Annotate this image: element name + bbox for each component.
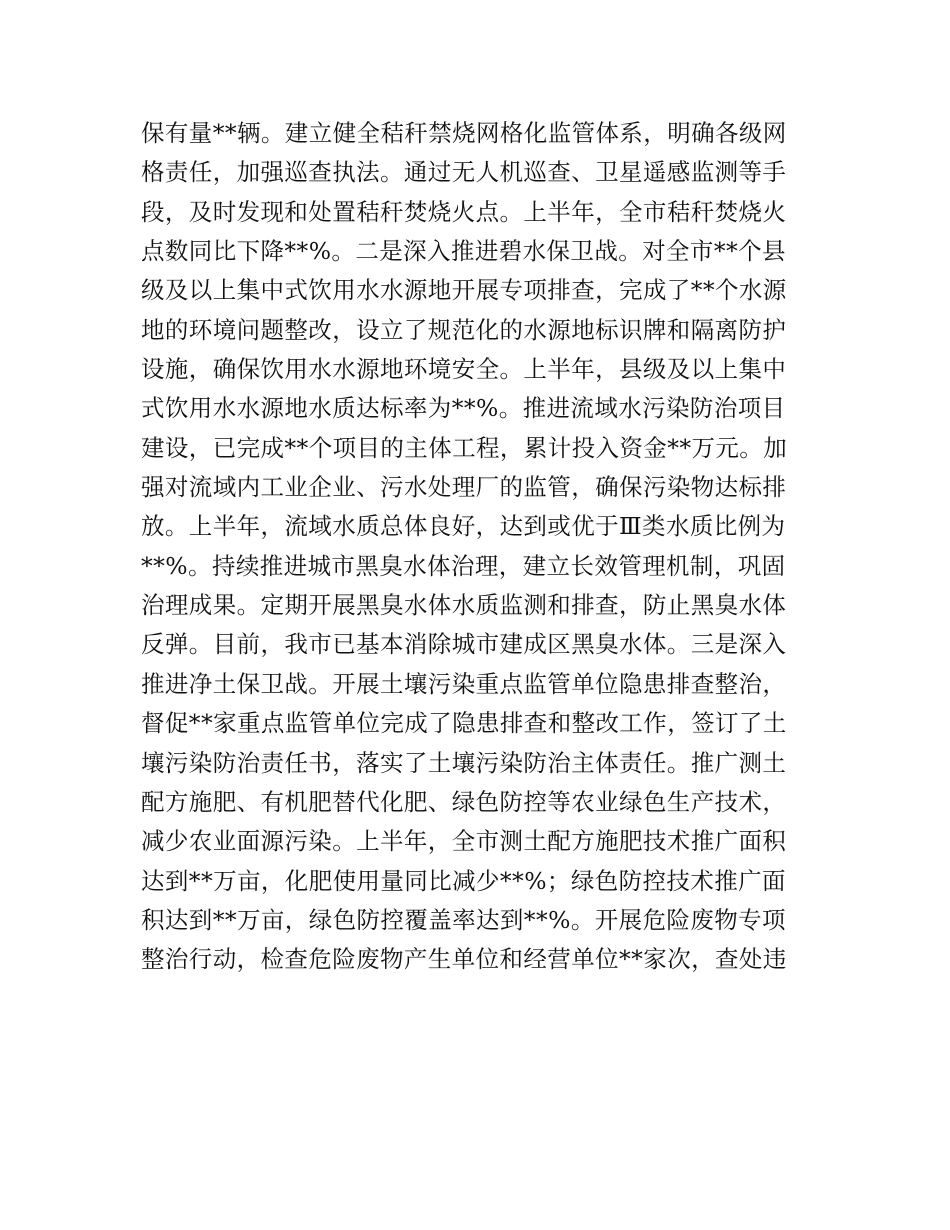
text-line: 建设，已完成**个项目的主体工程，累计投入资金**万元。加 [141, 433, 788, 462]
text-line: 点数同比下降**%。二是深入推进碧水保卫战。对全市**个县 [141, 237, 786, 266]
text-line: 积达到**万亩，绿色防控覆盖率达到**%。开展危险废物专项 [141, 905, 786, 934]
text-line: 地的环境问题整改，设立了规范化的水源地标识牌和隔离防护 [141, 315, 787, 344]
text-line: 设施，确保饮用水水源地环境安全。上半年，县级及以上集中 [141, 355, 787, 384]
text-line: 放。上半年，流域水质总体良好，达到或优于Ⅲ类水质比例为 [141, 512, 786, 541]
text-line: **%。持续推进城市黑臭水体治理，建立长效管理机制，巩固 [141, 551, 786, 580]
text-line: 配方施肥、有机肥替代化肥、绿色防控等农业绿色生产技术， [141, 787, 787, 816]
text-line: 整治行动，检查危险废物产生单位和经营单位**家次，查处违 [141, 945, 787, 974]
text-line: 级及以上集中式饮用水水源地开展专项排查，完成了**个水源 [141, 276, 787, 305]
text-line: 式饮用水水源地水质达标率为**%。推进流域水污染防治项目 [141, 394, 786, 423]
text-line: 格责任，加强巡查执法。通过无人机巡查、卫星遥感监测等手 [141, 158, 787, 187]
text-line: 强对流域内工业企业、污水处理厂的监管，确保污染物达标排 [141, 473, 787, 502]
text-line: 推进净土保卫战。开展土壤污染重点监管单位隐患排查整治， [141, 669, 787, 698]
text-line: 保有量**辆。建立健全秸秆禁烧网格化监管体系，明确各级网 [141, 119, 787, 147]
text-line: 壤污染防治责任书，落实了土壤污染防治主体责任。推广测土 [141, 748, 787, 777]
text-line: 达到**万亩，化肥使用量同比减少**%；绿色防控技术推广面 [141, 866, 786, 895]
text-line: 治理成果。定期开展黑臭水体水质监测和排查，防止黑臭水体 [141, 591, 787, 620]
text-line: 段，及时发现和处置秸秆焚烧火点。上半年，全市秸秆焚烧火 [141, 197, 787, 226]
text-line: 减少农业面源污染。上半年，全市测土配方施肥技术推广面积 [141, 827, 787, 856]
text-line: 反弹。目前，我市已基本消除城市建成区黑臭水体。三是深入 [141, 630, 787, 659]
text-line: 督促**家重点监管单位完成了隐患排查和整改工作，签订了土 [141, 709, 787, 738]
body-paragraph [141, 114, 821, 980]
